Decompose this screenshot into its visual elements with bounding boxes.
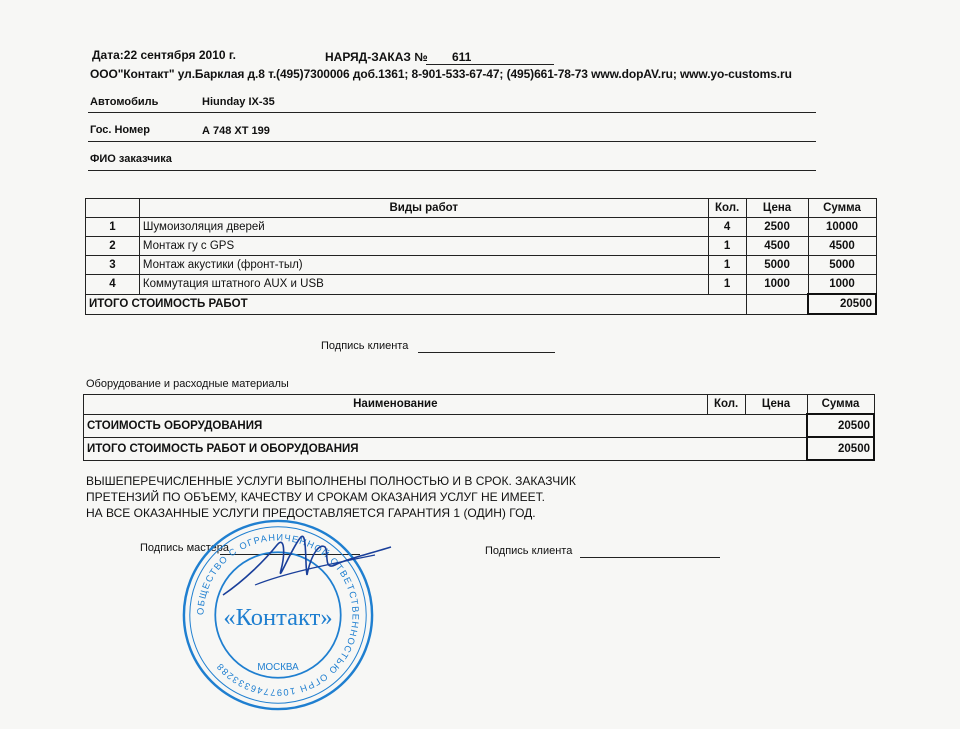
equipment-header-row xyxy=(84,395,875,415)
statement-line-1: ВЫШЕПЕРЕЧИСЛЕННЫЕ УСЛУГИ ВЫПОЛНЕНЫ ПОЛНОСТЬЮ И В СРОК. ЗАКАЗЧИК xyxy=(86,474,576,488)
stamp-ring-text: ОБЩЕСТВО С ОГРАНИЧЕННОЙ ОТВЕТСТВЕННОСТЬЮ ОГРН 1097746333288 xyxy=(195,532,361,698)
order-number-underline xyxy=(426,64,554,65)
row-qty: 4 xyxy=(708,218,746,237)
grand-total-row xyxy=(84,437,875,460)
row-sum: 1000 xyxy=(808,275,876,295)
equipment-header-qty: Кол. xyxy=(707,395,745,415)
row-sum: 5000 xyxy=(808,256,876,275)
row-num: 1 xyxy=(86,218,140,237)
works-header-price: Цена xyxy=(746,199,808,218)
equipment-cost-row xyxy=(84,414,875,437)
statement-line-2: ПРЕТЕНЗИЙ ПО ОБЪЕМУ, КАЧЕСТВУ И СРОКАМ ОКАЗАНИЯ УСЛУГ НЕ ИМЕЕТ. xyxy=(86,490,545,504)
equipment-table xyxy=(83,394,875,461)
field-line-customer xyxy=(88,170,816,171)
equipment-header-sum: Сумма xyxy=(807,395,874,415)
row-name: Коммутация штатного AUX и USB xyxy=(139,275,708,295)
row-price: 1000 xyxy=(746,275,808,295)
client-signature-label-1: Подпись клиента xyxy=(321,340,409,352)
stamp-center-text: «Контакт» xyxy=(223,603,333,631)
equipment-header-name: Наименование xyxy=(84,395,708,415)
order-number: 611 xyxy=(452,50,472,64)
row-qty: 1 xyxy=(708,275,746,295)
field-line-plate xyxy=(88,141,816,142)
works-table xyxy=(85,198,877,315)
equipment-header-price: Цена xyxy=(745,395,807,415)
stamp-city-text: МОСКВА xyxy=(257,661,299,673)
row-sum: 4500 xyxy=(808,237,876,256)
equipment-section-title: Оборудование и расходные материалы xyxy=(86,378,289,390)
field-label-plate: Гос. Номер xyxy=(90,124,150,136)
field-label-customer: ФИО заказчика xyxy=(90,153,172,165)
field-value-plate: А 748 ХТ 199 xyxy=(202,125,270,137)
client-signature-line-2 xyxy=(580,557,720,558)
row-num: 2 xyxy=(86,237,140,256)
row-sum: 10000 xyxy=(808,218,876,237)
client-signature-label-2: Подпись клиента xyxy=(485,545,573,557)
works-total-spacer-qty xyxy=(708,294,746,314)
master-signature-label: Подпись мастера xyxy=(140,542,230,554)
works-total-value: 20500 xyxy=(808,294,876,314)
date-line: Дата:22 сентября 2010 г. xyxy=(92,48,237,62)
row-name: Шумоизоляция дверей xyxy=(139,218,708,237)
equipment-cost-value: 20500 xyxy=(807,414,874,437)
row-name: Монтаж акустики (фронт-тыл) xyxy=(139,256,708,275)
company-line: ООО"Контакт" ул.Барклая д.8 т.(495)7300006 доб.1361; 8-901-533-67-47; (495)661-78-73 www.dopAV.ru; www.yo-customs.ru xyxy=(90,67,792,81)
works-header-row xyxy=(86,199,877,218)
equipment-cost-label: СТОИМОСТЬ ОБОРУДОВАНИЯ xyxy=(84,414,808,437)
works-total-row xyxy=(86,294,877,314)
row-price: 4500 xyxy=(746,237,808,256)
works-header-num xyxy=(86,199,140,218)
field-label-car: Автомобиль xyxy=(90,96,159,108)
client-signature-line-1 xyxy=(418,352,555,353)
works-header-name: Виды работ xyxy=(139,199,708,218)
field-line-car xyxy=(88,112,816,113)
works-header-qty: Кол. xyxy=(708,199,746,218)
row-price: 2500 xyxy=(746,218,808,237)
row-name: Монтаж гу с GPS xyxy=(139,237,708,256)
handwritten-signature xyxy=(215,525,405,605)
table-row xyxy=(86,237,877,256)
statement-line-3: НА ВСЕ ОКАЗАННЫЕ УСЛУГИ ПРЕДОСТАВЛЯЕТСЯ ГАРАНТИЯ 1 (ОДИН) ГОД. xyxy=(86,506,536,520)
row-num: 4 xyxy=(86,275,140,295)
table-row xyxy=(86,218,877,237)
grand-total-label: ИТОГО СТОИМОСТЬ РАБОТ И ОБОРУДОВАНИЯ xyxy=(84,437,808,460)
row-qty: 1 xyxy=(708,256,746,275)
field-value-car: Hiunday IX-35 xyxy=(202,96,275,108)
row-num: 3 xyxy=(86,256,140,275)
row-qty: 1 xyxy=(708,237,746,256)
grand-total-value: 20500 xyxy=(807,437,874,460)
order-label: НАРЯД-ЗАКАЗ № xyxy=(325,50,428,64)
works-total-spacer-price xyxy=(746,294,808,314)
works-header-sum: Сумма xyxy=(808,199,876,218)
works-total-label: ИТОГО СТОИМОСТЬ РАБОТ xyxy=(86,294,709,314)
table-row xyxy=(86,275,877,295)
table-row xyxy=(86,256,877,275)
row-price: 5000 xyxy=(746,256,808,275)
